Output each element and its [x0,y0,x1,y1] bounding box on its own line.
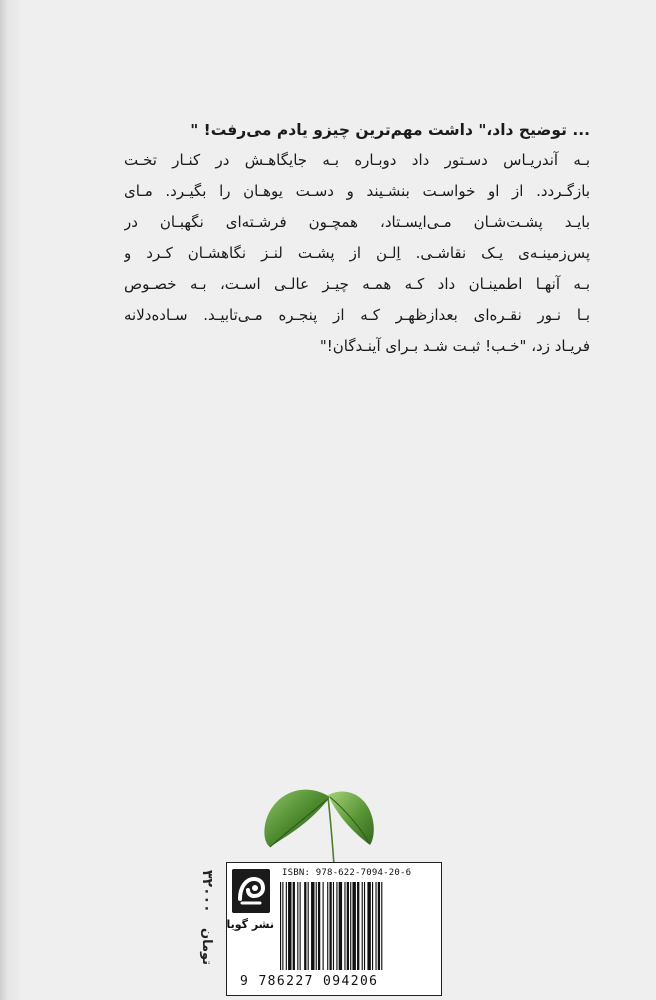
barcode-bar [329,882,331,970]
blurb-line: فریـاد زد، "خـب! ثبـت شـد بـرای آینـدگان!" [319,337,590,355]
price-unit: تومان [199,928,214,966]
barcode-bar [347,882,349,970]
barcode-bar [344,882,345,970]
back-cover-blurb [124,116,590,362]
barcode-bar [352,882,355,970]
barcode-bar [336,882,337,970]
blurb-line: بایـد پشـت‌شـان مـی‌ایسـتاد، همچـون فرشـته‌ای نگهبـان در [124,213,590,231]
barcode-bar [364,882,365,970]
blurb-heading: ... توضیح داد،" داشت مهم‌ترین چیزو یادم می‌رفت! " [190,121,590,139]
barcode-bar [378,882,380,970]
isbn-label: ISBN: 978-622-7094-20-6 [282,868,412,878]
barcode-bar [282,882,283,970]
barcode-bar [367,882,370,970]
barcode-bar [316,882,317,970]
barcode-bar [323,882,324,970]
blurb-line: بـا نـور نقـره‌ای بعدازظهـر کـه از پنجـره مـی‌تابیـد. سـاده‌دلانه [124,306,590,324]
barcode-bar [327,882,328,970]
price-tag [193,868,223,983]
barcode-bar [311,882,314,970]
blurb-line: بـه آنهـا اطمینـان داد کـه همـه چیـز عالـی اسـت، بـه خصـوص [124,275,590,293]
blurb-line: پس‌زمینـه‌ی یـک نقاشـی. اِلـن از پشـت لنـز نگاهشـان کـرد و [124,244,590,262]
price-amount: ۳۲۰۰۰ [199,870,215,913]
barcode-bar [362,882,363,970]
leaf-illustration [258,775,388,870]
barcode-bar [375,882,376,970]
barcode-bars [278,882,436,976]
barcode-bar [318,882,320,970]
barcode-bar [350,882,351,970]
barcode-bar [300,882,301,970]
barcode-bar [381,882,382,970]
publisher-logo-icon [232,869,270,913]
barcode-number: 9 786227 094206 [240,974,379,989]
barcode-bar [286,882,287,970]
barcode-bar [293,882,295,970]
barcode-bar [288,882,291,970]
publisher-name: نشر گویا [226,918,274,931]
barcode-bar [372,882,373,970]
barcode-bar [308,882,309,970]
barcode-bar [339,882,342,970]
blurb-line: بـه آندریـاس دسـتور داد دوبـاره بـه جایگاهـش در کنـار تخـت [124,151,590,169]
barcode-bar [357,882,359,970]
barcode-bar [280,882,281,970]
barcode-bar [333,882,334,970]
blurb-line: بازگـردد. از او خواسـت بنشـیند و دسـت یوهـان را بگیـرد. مـای [124,182,590,200]
barcode-bar [297,882,298,970]
barcode-bar [304,882,306,970]
